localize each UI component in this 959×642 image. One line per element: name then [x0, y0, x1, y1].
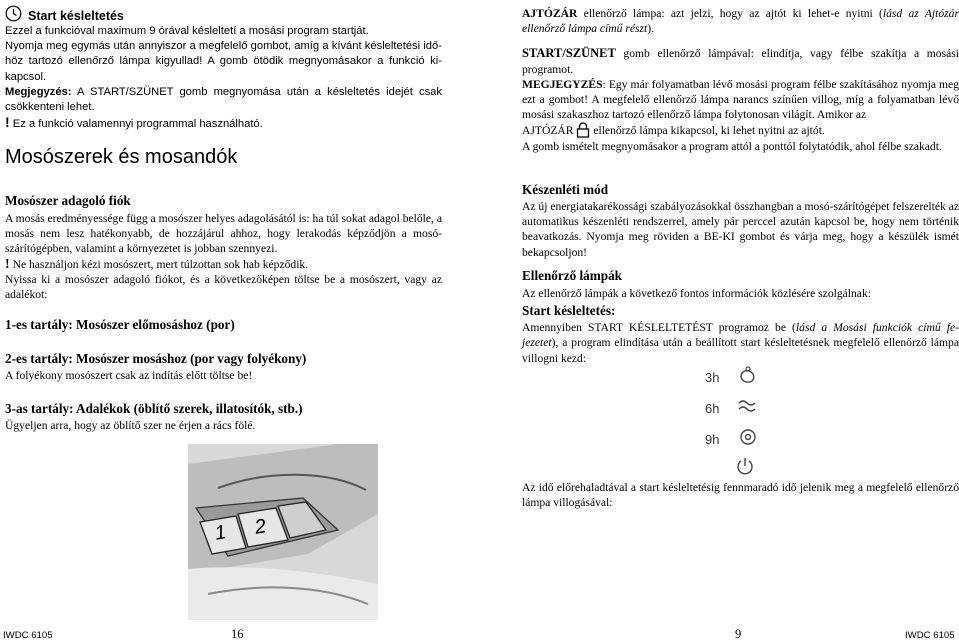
start-pause-paragraph — [522, 46, 959, 76]
paragraph: Nyomja meg egymás után annyiszor a megfelelő gombot, amíg a kívánt késleltetési időhöz tartozó ellenőrző lámpa kigyullad! A gomb ötödik megnyomásakor a funkció kikapcsol. — [5, 40, 442, 83]
power-icon — [735, 456, 755, 481]
door-lock-paragraph — [522, 6, 959, 36]
page-number-left: 16 — [231, 627, 244, 641]
note-text: A START/SZÜNET gomb megnyomása után a késleltetés idejét csak csökkenteni lehet. — [5, 85, 442, 114]
note-paragraph — [522, 77, 959, 123]
tank-3-note: Ügyeljen arra, hogy az öblítő szer ne érjen a rács fölé. — [5, 419, 256, 432]
footer-model-left: IWDC 6105 — [3, 630, 53, 641]
drawer-heading: Mosószer adagoló fiók — [5, 193, 131, 208]
page-number-right: 9 — [735, 627, 742, 641]
indicator-lamps-heading: Ellenőrző lámpák — [522, 268, 623, 283]
spin-icon — [737, 427, 759, 452]
delay-9h-label: 9h — [705, 432, 720, 447]
paragraph: Az új energiatakarékossági szabályozásokkal összhangban a mosó-szárítógépet felszerelték az automatikus készenléti rendszerrel, amely pár perccel azután kapcsol be, hogy nem történik beavatkozás. Nyomja meg röviden a BE-KI gombot és várja meg, hogy a készülék ismét bekapcsoljon! — [522, 200, 959, 259]
standby-heading: Készenléti mód — [522, 182, 609, 197]
padlock-icon — [576, 122, 590, 138]
paragraph: A gomb ismételt megnyomásakor a program attól a ponttól folytatódik, ahol félbe szakadt. — [522, 139, 942, 153]
door-lock-label: AJTÓZÁR — [522, 7, 578, 20]
warning-text: Ne használjon kézi mosószert, mert túlzottan sok hab képződik. — [9, 257, 309, 271]
start-pause-label: START/SZÜNET — [522, 46, 616, 61]
warning-text: Ez a funkció valamennyi programmal használható. — [9, 118, 263, 131]
tank-3-heading: 3-as tartály: Adalékok (öblítő szerek, illatosítók, stb.) — [5, 401, 303, 416]
paragraph: A mosás eredményessége függ a mosószer helyes adagolásától is: ha túl sokat adagol belőle, a mosás nem lesz hatékonyabb, de hozzájárul ahhoz, hogy lerakodás képződjön a mosó-szárítógépben, valamint a környezetet is jobban szennyezi. — [5, 212, 442, 256]
door-lock-reference: lásd az Ajtózár ellenőrző lámpa című részt — [522, 7, 959, 36]
paragraph: Az idő előrehaladtával a start késleltetésig fennmaradó idő jelenik meg a megfelelő ellenőrző lámpa villogásával: — [522, 481, 959, 510]
delay-9h-row — [705, 427, 759, 452]
footer-model-right: IWDC 6105 — [905, 630, 955, 641]
text: gomb ellenőrző lámpával: elindítja, vagy félbe szakítja a mosási programot. — [522, 47, 959, 76]
door-lock-off-line — [522, 122, 959, 138]
start-delay-title: Start késleltetés — [28, 9, 124, 23]
exclamation-icon: ! — [5, 114, 10, 131]
wave-icon — [737, 396, 759, 421]
on-off-row — [735, 456, 755, 481]
delay-6h-row — [705, 396, 759, 421]
paragraph: Nyissa ki a mosószer adagoló fiókot, és a következőképen töltse be a mosószert, vagy az adalékot: — [5, 272, 442, 302]
warning-line — [5, 115, 442, 132]
tank-1-heading: 1-es tartály: Mosószer előmosáshoz (por) — [5, 317, 235, 332]
text: ellenőrző lámpa: azt jelzi, hogy az ajtót ki lehet-e nyitni ( — [577, 7, 883, 20]
text: ), a program elindítása után a beállított start késleltetésnek megfelelő ellenőrző lámpa villogni kezd: — [522, 336, 959, 365]
text: ). — [647, 22, 655, 36]
delay-6h-label: 6h — [705, 401, 720, 416]
note-paragraph — [5, 85, 442, 115]
section-heading: Mosószerek és mosandók — [5, 146, 238, 168]
door-lock-label: AJTÓZÁR — [522, 124, 574, 138]
text: Amennyiben START KÉSLELTETÉST programoz be ( — [522, 321, 796, 335]
text: ellenőrző lámpa kikapcsol, ki lehet nyitni az ajtót. — [590, 124, 825, 138]
note-label: Megjegyzés: — [5, 85, 72, 98]
tank-2-note: A folyékony mosószert csak az indítás előtt töltse be! — [5, 369, 253, 382]
note-label: MEGJEGYZÉS — [522, 77, 603, 91]
detergent-drawer-illustration — [188, 444, 378, 620]
delay-3h-row — [705, 365, 759, 390]
note-text: : Egy már folyamatban lévő mosási program félbe szakításához nyomja meg ezt a gombot! A megfelelő ellenőrző lámpa narancs színűen villog, míg a folyamatban lévő mosási szakaszhoz tartozó ellenőrző lámpa folytonosan világít. Amikor az — [522, 77, 959, 122]
functions-reference: lásd a Mosási funkciók című fejezetet — [522, 321, 959, 350]
start-delay-heading: Start késleltetés: — [522, 303, 616, 319]
paragraph: Az ellenőrző lámpák a következő fontos információk közlésére szolgálnak: — [522, 287, 871, 300]
wash-hand-icon — [737, 365, 759, 390]
paragraph: Ezzel a funkcióval maximum 9 órával késleltetí a mosási program startját. — [5, 25, 369, 37]
warning-line — [5, 257, 442, 272]
compartment-1-label: 1 — [213, 521, 228, 545]
tank-2-heading: 2-es tartály: Mosószer mosáshoz (por vagy folyékony) — [5, 351, 307, 366]
compartment-2-label: 2 — [253, 515, 268, 539]
paragraph — [522, 320, 959, 366]
delay-3h-label: 3h — [705, 370, 720, 385]
exclamation-icon: ! — [5, 256, 10, 272]
